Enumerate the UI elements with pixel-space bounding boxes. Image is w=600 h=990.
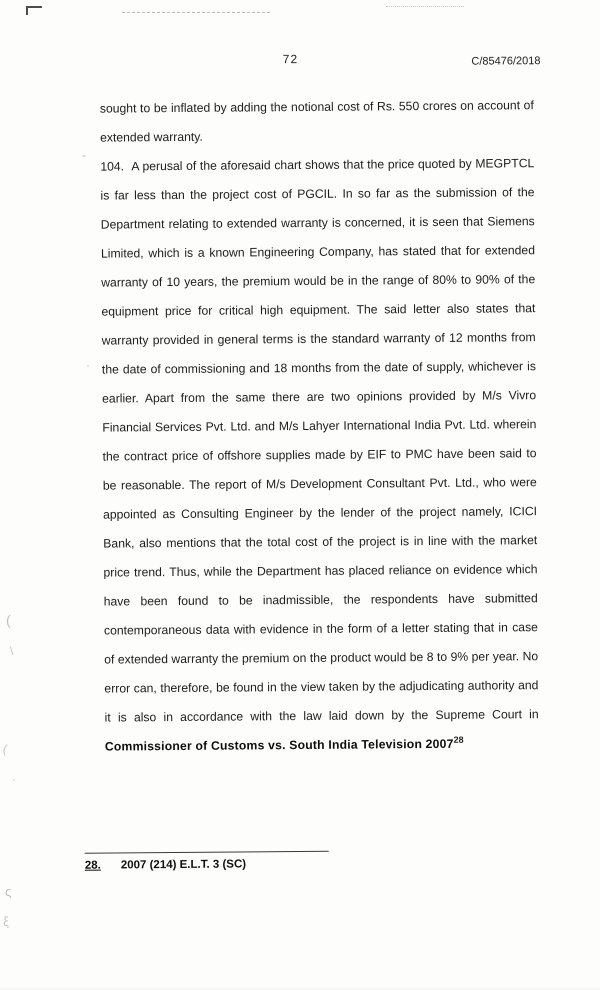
scan-artifact-mark: \ bbox=[10, 644, 14, 658]
footnote-number: 28. bbox=[84, 859, 101, 872]
paragraph-continuation: sought to be inflated by adding the notional cost of Rs. 550 crores on account of extended warranty. bbox=[99, 98, 534, 145]
scan-artifact-mark: · bbox=[12, 772, 16, 786]
scan-artifact-mark: ( bbox=[1, 741, 9, 757]
scan-artifact-mark: - bbox=[82, 148, 86, 162]
scan-artifact-mark: ξ bbox=[3, 914, 9, 929]
footnote-separator bbox=[85, 851, 329, 854]
case-number: C/85476/2018 bbox=[471, 55, 541, 68]
scan-artifact-mark: ( bbox=[6, 612, 11, 628]
judgment-body bbox=[100, 91, 539, 761]
scan-artifact-mark: ς bbox=[5, 884, 12, 899]
scan-artifact-mark: · bbox=[86, 358, 90, 372]
page-number: 72 bbox=[282, 52, 299, 67]
paragraph-104-text: 104. A perusal of the aforesaid chart shows that the price quoted by MEGPTCL is far less than the project cost of PGCIL. In so far as the submission of the Department relating to extended warranty is concerned, it is seen that Siemens Limited, which is a known Engineering Company, has stated that for extended warranty of 10 years, the premium would be in the range of 80% to 90% of the equipment price for critical high equipment. The said letter also states that warranty provided in general terms is the standard warranty of 12 months from the date of commissioning and 18 months from the date of supply, whichever is earlier. Apart from the same there are two opinions provided by M/s Vivro Financial Services Pvt. Ltd. and M/s Lahyer International India Pvt. Ltd. wherein the contract price of offshore supplies made by EIF to PMC have been said to be reasonable. The report of M/s Development Consultant Pvt. Ltd., who were appointed as Consulting Engineer by the lender of the project namely, ICICI Bank, also mentions that the total cost of the project is in line with the market price trend. Thus, while the Department has placed reliance on evidence which have been found to be inadmissible, the respondents have submitted contemporaneous data with evidence in the form of a letter stating that in case of extended warranty the premium on the product would be 8 to 9% per year. No error can, therefore, be found in the view taken by the adjudicating authority and it is also in accordance with the law laid down by the Supreme Court in bbox=[100, 156, 539, 725]
paragraph-104 bbox=[100, 149, 539, 761]
footnote-text: 2007 (214) E.L.T. 3 (SC) bbox=[120, 858, 247, 872]
case-citation: Commissioner of Customs vs. South India Television 2007 bbox=[104, 736, 454, 754]
footnote-reference: 28 bbox=[453, 734, 464, 745]
footnote bbox=[85, 858, 246, 871]
